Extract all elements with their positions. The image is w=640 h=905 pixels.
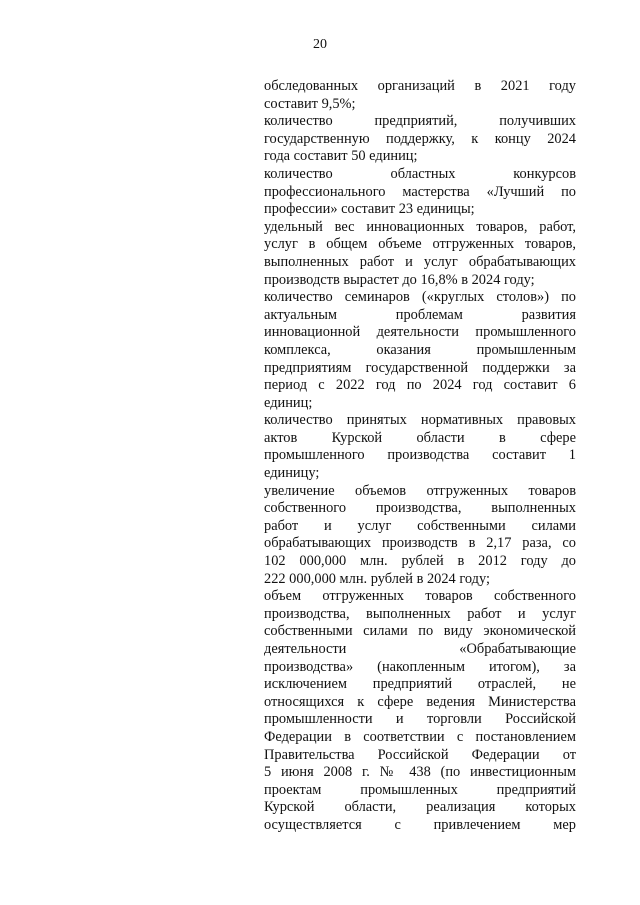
text-line: производства, выполненных работ и услуг	[264, 605, 576, 622]
text-line: количество семинаров («круглых столов») по	[264, 289, 576, 306]
text-line: относящихся к сфере ведения Министерства	[264, 693, 576, 710]
text-line: предприятиям государственной поддержки за	[264, 359, 576, 376]
text-line: единицу;	[264, 465, 320, 482]
text-line: производства» (накопленным итогом), за	[264, 658, 576, 675]
text-line: инновационной деятельности промышленного	[264, 324, 576, 341]
text-line: удельный вес инновационных товаров, работ,	[264, 218, 576, 235]
text-line: производств вырастет до 16,8% в 2024 году;	[264, 271, 535, 288]
text-line: обследованных организаций в 2021 году	[264, 78, 576, 94]
text-line: увеличение объемов отгруженных товаров	[264, 482, 576, 499]
text-line: осуществляется с привлечением мер	[264, 816, 576, 833]
page-number: 20	[313, 37, 327, 52]
text-line: деятельности «Обрабатывающие	[264, 641, 576, 657]
text-line: 222 000,000 млн. рублей в 2024 году;	[264, 570, 490, 587]
text-line: обрабатывающих производств в 2,17 раза, со	[264, 535, 576, 552]
text-line: собственными силами по виду экономической	[264, 623, 576, 640]
text-line: комплекса, оказания промышленным	[264, 341, 576, 358]
text-line: услуг в общем объеме отгруженных товаров,	[264, 236, 576, 253]
text-line: промышленного производства составит 1	[264, 447, 576, 464]
text-line: года составит 50 единиц;	[264, 148, 418, 165]
text-line: государственную поддержку, к концу 2024	[264, 130, 576, 147]
paragraph	[264, 219, 576, 289]
text-line: актов Курской области в сфере	[264, 429, 576, 446]
text-line: период с 2022 год по 2024 год составит 6	[264, 377, 576, 394]
text-line: профессии» составит 23 единицы;	[264, 201, 475, 218]
text-line: единиц;	[264, 394, 313, 411]
paragraph	[264, 483, 576, 589]
paragraph	[264, 78, 576, 113]
text-line: проектам промышленных предприятий	[264, 781, 576, 798]
paragraph	[264, 412, 576, 482]
text-line: 5 июня 2008 г. № 438 (по инвестиционным	[264, 764, 576, 781]
paragraph	[264, 588, 576, 834]
paragraph	[264, 113, 576, 166]
text-line: выполненных работ и услуг обрабатывающих	[264, 253, 576, 270]
text-line: работ и услуг собственными силами	[264, 517, 576, 534]
text-line: объем отгруженных товаров собственного	[264, 588, 576, 605]
text-line: исключением предприятий отраслей, не	[264, 676, 576, 693]
paragraph	[264, 289, 576, 412]
text-line: количество принятых нормативных правовых	[264, 412, 576, 429]
text-line: профессионального мастерства «Лучший по	[264, 183, 576, 200]
text-line: актуальным проблемам развития	[264, 306, 576, 323]
text-line: Федерации в соответствии с постановлением	[264, 728, 576, 745]
text-line: составит 9,5%;	[264, 95, 356, 112]
text-column	[264, 78, 576, 835]
text-line: Правительства Российской Федерации от	[264, 746, 576, 763]
text-line: собственного производства, выполненных	[264, 500, 576, 517]
text-line: Курской области, реализация которых	[264, 799, 576, 816]
text-line: количество областных конкурсов	[264, 165, 576, 182]
paragraph	[264, 166, 576, 219]
text-line: количество предприятий, получивших	[264, 113, 576, 130]
text-line: 102 000,000 млн. рублей в 2012 году до	[264, 553, 576, 570]
text-line: промышленности и торговли Российской	[264, 711, 576, 728]
